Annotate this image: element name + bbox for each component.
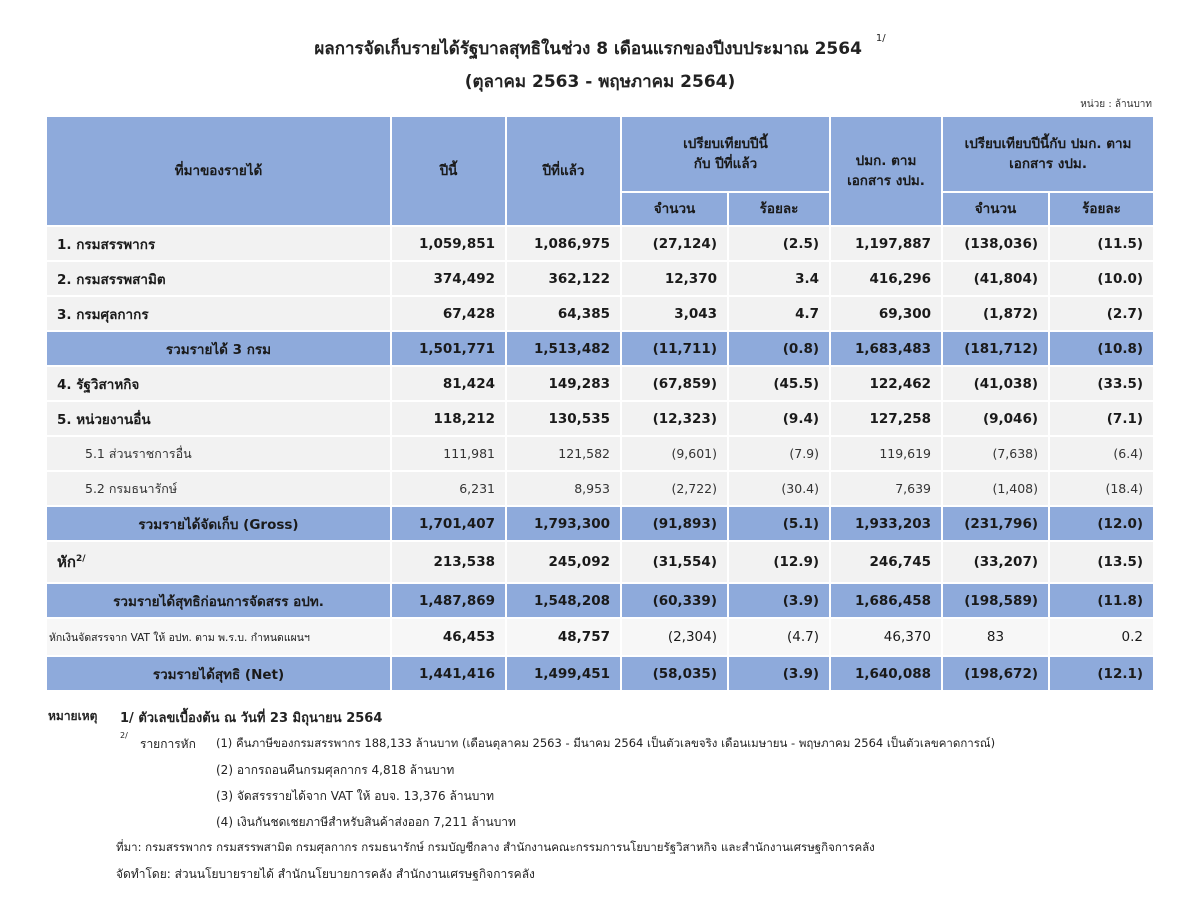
cell-diff-est: (1,872) xyxy=(943,297,1048,330)
total-row xyxy=(47,584,1153,617)
note-2-item: (4) เงินกันชดเชยภาษีสำหรับสินค้าส่งออก 7,211 ล้านบาท xyxy=(216,815,516,829)
cell-diff-est: (231,796) xyxy=(943,507,1048,540)
table-row xyxy=(47,542,1153,582)
cell-last-year: 64,385 xyxy=(507,297,620,330)
row-label: 1. กรมสรรพากร xyxy=(47,227,390,260)
cell-diff-est: (198,589) xyxy=(943,584,1048,617)
cell-pct-est: (11.8) xyxy=(1050,584,1153,617)
cell-this-year: 1,487,869 xyxy=(392,584,505,617)
header-compare-last-year: เปรียบเทียบปีนี้กับ ปีที่แล้ว xyxy=(622,117,829,191)
cell-pct-ly: (3.9) xyxy=(729,584,829,617)
cell-diff-ly: (12,323) xyxy=(622,402,727,435)
row-label: หักเงินจัดสรรจาก VAT ให้ อปท. ตาม พ.ร.บ. กำหนดแผนฯ xyxy=(47,619,390,655)
cell-diff-ly: (67,859) xyxy=(622,367,727,400)
cell-diff-ly: (2,722) xyxy=(622,472,727,505)
table-row xyxy=(47,367,1153,400)
cell-diff-ly: (58,035) xyxy=(622,657,727,690)
cell-last-year: 130,535 xyxy=(507,402,620,435)
notes-heading: หมายเหตุ xyxy=(48,709,98,723)
cell-estimate: 1,686,458 xyxy=(831,584,941,617)
unit-label: หน่วย : ล้านบาท xyxy=(1080,99,1152,110)
cell-last-year: 1,086,975 xyxy=(507,227,620,260)
cell-last-year: 362,122 xyxy=(507,262,620,295)
table-row xyxy=(47,297,1153,330)
cell-diff-ly: 3,043 xyxy=(622,297,727,330)
cell-diff-est: (33,207) xyxy=(943,542,1048,582)
cell-diff-est: (1,408) xyxy=(943,472,1048,505)
cell-pct-est: (13.5) xyxy=(1050,542,1153,582)
cell-this-year: 213,538 xyxy=(392,542,505,582)
cell-estimate: 46,370 xyxy=(831,619,941,655)
row-label: 3. กรมศุลกากร xyxy=(47,297,390,330)
header-amount-ly: จำนวน xyxy=(622,193,727,225)
cell-pct-est: (33.5) xyxy=(1050,367,1153,400)
row-label: 5.2 กรมธนารักษ์ xyxy=(47,472,390,505)
cell-this-year: 81,424 xyxy=(392,367,505,400)
table-row xyxy=(47,227,1153,260)
deduct-footnote-marker: 2/ xyxy=(75,554,86,564)
cell-pct-ly: (30.4) xyxy=(729,472,829,505)
table-row xyxy=(47,262,1153,295)
cell-last-year: 245,092 xyxy=(507,542,620,582)
cell-pct-ly: (9.4) xyxy=(729,402,829,435)
row-label: 5. หน่วยงานอื่น xyxy=(47,402,390,435)
cell-diff-est: (198,672) xyxy=(943,657,1048,690)
revenue-table xyxy=(45,115,1155,692)
cell-last-year: 1,513,482 xyxy=(507,332,620,365)
title-text: ผลการจัดเก็บรายได้รัฐบาลสุทธิในช่วง 8 เดือนแรกของปีงบประมาณ 2564 xyxy=(314,39,862,59)
cell-this-year: 6,231 xyxy=(392,472,505,505)
cell-estimate: 416,296 xyxy=(831,262,941,295)
cell-last-year: 1,548,208 xyxy=(507,584,620,617)
table-row xyxy=(47,402,1153,435)
cell-diff-est: 83 xyxy=(943,619,1048,655)
cell-estimate: 69,300 xyxy=(831,297,941,330)
sub-row xyxy=(47,437,1153,470)
cell-this-year: 46,453 xyxy=(392,619,505,655)
footnotes xyxy=(48,707,1168,891)
cell-pct-est: (10.8) xyxy=(1050,332,1153,365)
report-title xyxy=(0,35,1200,62)
header-source: ที่มาของรายได้ xyxy=(47,117,390,225)
cell-pct-ly: (5.1) xyxy=(729,507,829,540)
row-label xyxy=(47,542,390,582)
cell-estimate: 127,258 xyxy=(831,402,941,435)
cell-pct-est: (12.0) xyxy=(1050,507,1153,540)
cell-pct-ly: (12.9) xyxy=(729,542,829,582)
cell-diff-est: (181,712) xyxy=(943,332,1048,365)
note-2-item: (1) คืนภาษีของกรมสรรพากร 188,133 ล้านบาท (เดือนตุลาคม 2563 - มีนาคม 2564 เป็นตัวเลขจริง เดือนเมษายน - พฤษภาคม 2564 เป็นตัวเลขคาดการณ์) xyxy=(216,736,996,750)
cell-estimate: 7,639 xyxy=(831,472,941,505)
header-compare-estimate: เปรียบเทียบปีนี้กับ ปมก. ตามเอกสาร งปม. xyxy=(943,117,1153,191)
note-2-item: (3) จัดสรรรายได้จาก VAT ให้ อบจ. 13,376 ล้านบาท xyxy=(216,789,495,803)
total-row xyxy=(47,332,1153,365)
title-footnote-marker: 1/ xyxy=(875,33,886,45)
cell-pct-est: (10.0) xyxy=(1050,262,1153,295)
cell-estimate: 1,640,088 xyxy=(831,657,941,690)
cell-pct-est: 0.2 xyxy=(1050,619,1153,655)
cell-last-year: 149,283 xyxy=(507,367,620,400)
cell-pct-ly: (7.9) xyxy=(729,437,829,470)
cell-diff-ly: (9,601) xyxy=(622,437,727,470)
cell-this-year: 1,059,851 xyxy=(392,227,505,260)
header-this-year: ปีนี้ xyxy=(392,117,505,225)
cell-diff-ly: (11,711) xyxy=(622,332,727,365)
row-label: รวมรายได้จัดเก็บ (Gross) xyxy=(47,507,390,540)
cell-diff-ly: (91,893) xyxy=(622,507,727,540)
cell-pct-ly: (2.5) xyxy=(729,227,829,260)
cell-pct-ly: (3.9) xyxy=(729,657,829,690)
cell-diff-ly: (27,124) xyxy=(622,227,727,260)
header-last-year: ปีที่แล้ว xyxy=(507,117,620,225)
row-label: รวมรายได้สุทธิก่อนการจัดสรร อปท. xyxy=(47,584,390,617)
cell-diff-est: (41,804) xyxy=(943,262,1048,295)
cell-this-year: 111,981 xyxy=(392,437,505,470)
cell-diff-est: (7,638) xyxy=(943,437,1048,470)
header-percent-est: ร้อยละ xyxy=(1050,193,1153,225)
cell-pct-est: (2.7) xyxy=(1050,297,1153,330)
note-2-marker: 2/ xyxy=(120,731,128,740)
total-row xyxy=(47,657,1153,690)
cell-this-year: 374,492 xyxy=(392,262,505,295)
header-amount-est: จำนวน xyxy=(943,193,1048,225)
cell-diff-est: (9,046) xyxy=(943,402,1048,435)
header-estimate: ปมก. ตาม เอกสาร งปม. xyxy=(831,117,941,225)
table-row xyxy=(47,619,1153,655)
cell-pct-est: (18.4) xyxy=(1050,472,1153,505)
note-2-label: รายการหัก xyxy=(140,737,196,751)
cell-this-year: 118,212 xyxy=(392,402,505,435)
cell-estimate: 122,462 xyxy=(831,367,941,400)
cell-this-year: 1,501,771 xyxy=(392,332,505,365)
cell-diff-ly: (2,304) xyxy=(622,619,727,655)
cell-estimate: 119,619 xyxy=(831,437,941,470)
cell-this-year: 67,428 xyxy=(392,297,505,330)
cell-pct-ly: (4.7) xyxy=(729,619,829,655)
cell-pct-est: (7.1) xyxy=(1050,402,1153,435)
row-label: รวมรายได้สุทธิ (Net) xyxy=(47,657,390,690)
cell-estimate: 246,745 xyxy=(831,542,941,582)
total-row xyxy=(47,507,1153,540)
cell-last-year: 48,757 xyxy=(507,619,620,655)
deduct-label: หัก xyxy=(57,553,76,571)
cell-last-year: 1,499,451 xyxy=(507,657,620,690)
note-1: 1/ ตัวเลขเบื้องต้น ณ วันที่ 23 มิถุนายน 2564 xyxy=(120,711,383,726)
cell-last-year: 1,793,300 xyxy=(507,507,620,540)
header-percent-ly: ร้อยละ xyxy=(729,193,829,225)
cell-pct-ly: 3.4 xyxy=(729,262,829,295)
cell-pct-ly: (45.5) xyxy=(729,367,829,400)
cell-diff-est: (138,036) xyxy=(943,227,1048,260)
report-subtitle: (ตุลาคม 2563 - พฤษภาคม 2564) xyxy=(464,72,736,92)
cell-estimate: 1,933,203 xyxy=(831,507,941,540)
cell-pct-est: (6.4) xyxy=(1050,437,1153,470)
cell-pct-est: (12.1) xyxy=(1050,657,1153,690)
cell-this-year: 1,701,407 xyxy=(392,507,505,540)
row-label: 5.1 ส่วนราชการอื่น xyxy=(47,437,390,470)
row-label: 4. รัฐวิสาหกิจ xyxy=(47,367,390,400)
cell-this-year: 1,441,416 xyxy=(392,657,505,690)
row-label: รวมรายได้ 3 กรม xyxy=(47,332,390,365)
cell-diff-ly: (60,339) xyxy=(622,584,727,617)
cell-diff-est: (41,038) xyxy=(943,367,1048,400)
cell-estimate: 1,197,887 xyxy=(831,227,941,260)
sub-row xyxy=(47,472,1153,505)
cell-last-year: 121,582 xyxy=(507,437,620,470)
cell-diff-ly: 12,370 xyxy=(622,262,727,295)
row-label: 2. กรมสรรพสามิต xyxy=(47,262,390,295)
cell-last-year: 8,953 xyxy=(507,472,620,505)
cell-pct-ly: 4.7 xyxy=(729,297,829,330)
note-2-item: (2) อากรถอนคืนกรมศุลกากร 4,818 ล้านบาท xyxy=(216,763,455,777)
cell-pct-ly: (0.8) xyxy=(729,332,829,365)
cell-estimate: 1,683,483 xyxy=(831,332,941,365)
prepared-by-note: จัดทำโดย: ส่วนนโยบายรายได้ สำนักนโยบายการคลัง สำนักงานเศรษฐกิจการคลัง xyxy=(116,867,535,881)
cell-diff-ly: (31,554) xyxy=(622,542,727,582)
cell-pct-est: (11.5) xyxy=(1050,227,1153,260)
source-note: ที่มา: กรมสรรพากร กรมสรรพสามิต กรมศุลกากร กรมธนารักษ์ กรมบัญชีกลาง สำนักงานคณะกรรมการนโยบายรัฐวิสาหกิจ และสำนักงานเศรษฐกิจการคลัง xyxy=(116,840,875,854)
